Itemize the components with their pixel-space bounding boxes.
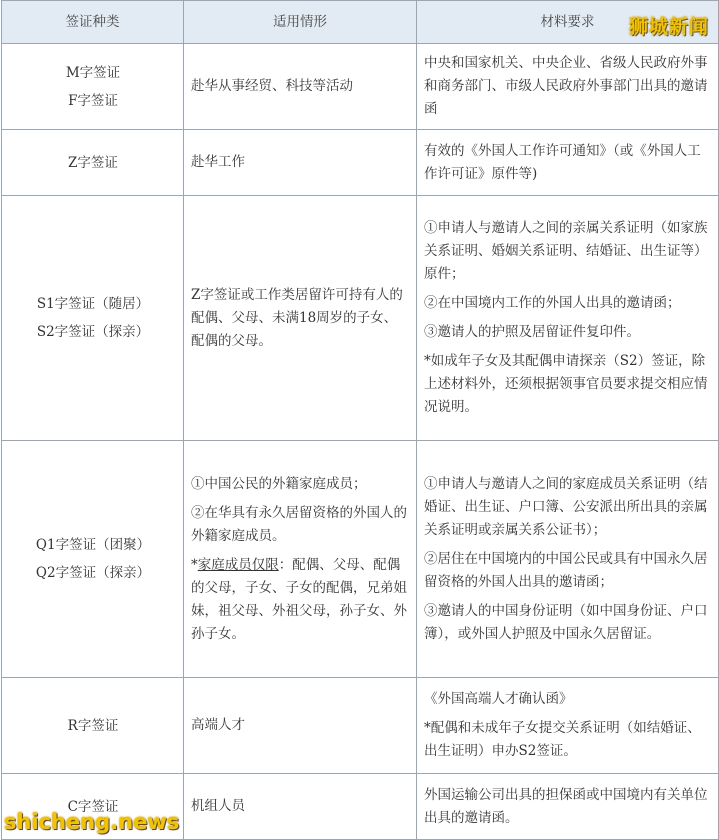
scope-note-underlined: 家庭成员仅限: [197, 556, 279, 573]
table-row: [2, 130, 719, 196]
requirements-cell: [417, 44, 719, 130]
scope-item-2: ②在华具有永久居留资格的外国人的外籍家庭成员。: [191, 504, 407, 544]
requirement-text: 中央和国家机关、中央企业、省级人民政府外事和商务部门、市级人民政府外事部门出具的邀请函: [424, 55, 708, 117]
header-applicable-scope: 适用情形: [184, 1, 417, 44]
requirements-cell: [417, 774, 719, 840]
scope-text: 高端人才: [191, 717, 245, 733]
visa-type-cell: [2, 130, 184, 196]
header-required-materials: 材料要求: [417, 1, 719, 44]
visa-type-label: Q1字签证（团聚）: [35, 537, 151, 553]
header-visa-type: 签证种类: [2, 1, 184, 44]
requirements-cell: [417, 678, 719, 774]
requirement-item-3: ③邀请人的中国身份证明（如中国身份证、户口簿），或外国人护照及中国永久居留证。: [424, 602, 708, 642]
visa-type-label: S1字签证（随居）: [36, 296, 150, 312]
requirements-cell: [417, 196, 719, 441]
visa-type-label: R字签证: [67, 717, 119, 734]
requirement-item-1: 《外国高端人才确认函》: [424, 691, 573, 707]
requirements-cell: [417, 441, 719, 678]
requirement-note: *如成年子女及其配偶申请探亲（S2）签证，除上述材料外，还须根据领事官员要求提交相应情况说明。: [424, 353, 708, 415]
scope-text: 机组人员: [191, 798, 245, 814]
visa-type-label: Q2字签证（探亲）: [35, 565, 151, 581]
scope-note: [191, 554, 410, 646]
requirement-item-3: ③邀请人的护照及居留证件复印件。: [424, 324, 640, 340]
table-row: [2, 441, 719, 678]
requirement-note: *配偶和未成年子女提交关系证明（如结婚证、出生证明）申办S2签证。: [424, 720, 701, 759]
table-header-row: [2, 1, 719, 44]
requirement-text: 有效的《外国人工作许可通知》（或《外国人工作许可证》原件等): [424, 142, 701, 182]
scope-text: Z字签证或工作类居留许可持有人的配偶、父母、未满18周岁的子女、配偶的父母。: [191, 286, 403, 349]
visa-table: [1, 0, 719, 840]
visa-type-label: S2字签证（探亲）: [36, 324, 150, 340]
scope-cell: [184, 678, 417, 774]
watermark-logo-top: 狮城新闻: [628, 16, 709, 38]
visa-type-label: F字签证: [68, 92, 118, 109]
scope-cell: [184, 774, 417, 840]
visa-type-cell: [2, 44, 184, 130]
visa-type-label: C字签证: [67, 798, 119, 815]
visa-type-cell: [2, 441, 184, 678]
requirements-cell: [417, 130, 719, 196]
scope-text: 赴华工作: [191, 154, 245, 170]
requirement-item-1: ①申请人与邀请人之间的亲属关系证明（如家族关系证明、婚姻关系证明、结婚证、出生证等）原件；: [424, 220, 708, 282]
visa-type-cell: [2, 196, 184, 441]
watermark-url-bottom: shicheng.news: [4, 810, 180, 834]
scope-text: 赴华从事经贸、科技等活动: [191, 78, 353, 94]
requirement-item-2: ②在中国境内工作的外国人出具的邀请函；: [424, 295, 681, 311]
visa-type-cell: [2, 678, 184, 774]
scope-note-rest: ：配偶、父母、配偶的父母，子女、子女的配偶，兄弟姐妹，祖父母、外祖父母，孙子女、外孙子女。: [191, 556, 407, 642]
scope-item-1: ①中国公民的外籍家庭成员；: [191, 475, 367, 492]
requirement-item-1: ①申请人与邀请人之间的家庭成员关系证明（结婚证、出生证、户口簿、公安派出所出具的亲属关系证明或亲属关系公证书）；: [424, 475, 708, 538]
requirement-text: 外国运输公司出具的担保函或中国境内有关单位出具的邀请函。: [424, 786, 708, 826]
scope-cell: [184, 130, 417, 196]
table-row: [2, 44, 719, 130]
scope-cell: [184, 44, 417, 130]
scope-cell: [184, 196, 417, 441]
table-row: [2, 196, 719, 441]
visa-type-label: M字签证: [65, 64, 121, 81]
scope-cell: [184, 441, 417, 678]
visa-type-label: Z字签证: [68, 154, 118, 171]
requirement-item-2: ②居住在中国境内的中国公民或具有中国永久居留资格的外国人出具的邀请函；: [424, 550, 708, 590]
scope-note-prefix: *: [191, 556, 198, 573]
table-row: [2, 678, 719, 774]
